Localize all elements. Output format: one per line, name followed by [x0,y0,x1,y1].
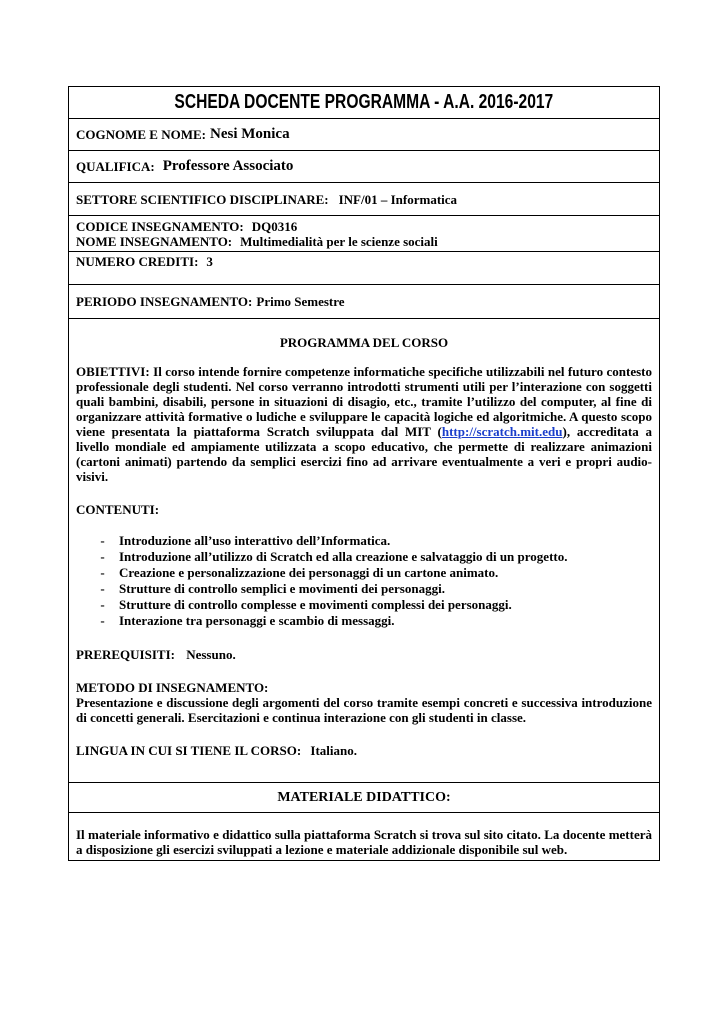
page-title: SCHEDA DOCENTE PROGRAMMA - A.A. 2016-2017 [174,91,554,113]
objectives-label: OBIETTIVI: [76,364,150,379]
prerequisites-label: PREREQUISITI: [76,647,175,662]
method-text: Presentazione e discussione degli argomenti del corso tramite esempi concreti e successiva introduzione di concetti generali. Esercitazioni e continua interazione con gli studenti in classe. [76,695,652,725]
materials-heading: MATERIALE DIDATTICO: [277,790,451,805]
language-line [76,743,652,758]
period-row [69,285,659,319]
period-value: Primo Semestre [256,294,345,309]
contents-list [76,533,652,629]
list-dash: - [100,613,105,628]
list-item [76,597,652,613]
language-value: Italiano. [310,743,358,758]
credits-row [69,252,659,285]
course-name-line [76,234,438,249]
list-item [76,533,652,549]
method-label: METODO DI INSEGNAMENTO: [76,680,269,695]
list-dash: - [100,565,105,580]
name-label: COGNOME E NOME: [76,127,206,142]
list-item-text: Strutture di controllo semplici e movimenti dei personaggi. [119,581,445,596]
course-code-line [76,219,297,234]
language-label: LINGUA IN CUI SI TIENE IL CORSO: [76,743,302,758]
course-sheet [68,86,660,861]
contents-label: CONTENUTI: [76,502,160,517]
period-label: PERIODO INSEGNAMENTO: [76,294,253,309]
qualification-row [69,151,659,183]
course-code-row [69,216,659,252]
list-item [76,581,652,597]
program-section [69,319,659,783]
sector-row [69,183,659,216]
sector-value: INF/01 – Informatica [338,191,458,207]
objectives-text-2: ), accreditata a livello mondiale ed ampiamente utilizzata a scopo educativo, che permette di realizzare animazioni (cartoni animati) partendo da semplici esercizi fino ad arrivare eventualmente a veri e propri audio-visivi. [76,424,652,484]
materials-section [69,813,659,860]
title-row [69,87,659,119]
list-item [76,613,652,629]
list-item [76,565,652,581]
list-item-text: Creazione e personalizzazione dei personaggi di un cartone animato. [119,565,499,580]
materials-text: Il materiale informativo e didattico sulla piattaforma Scratch si trova sul sito citato. La docente metterà a disposizione gli esercizi sviluppati a lezione e materiale addizionale disponibile sul web. [76,827,652,857]
sector-label: SETTORE SCIENTIFICO DISCIPLINARE: [76,191,329,207]
list-item [76,549,652,565]
objectives-text-1: Il corso intende fornire competenze informatiche specifiche utilizzabili nel futuro contesto professionale degli studenti. Nel corso verranno introdotti strumenti utili per l’interazione con soggetti quali bambini, disabili, persone in situazioni di disagio, etc., tramite l’utilizzo del computer, al fine di organizzare attività formative o ludiche e sviluppare le capacità logiche ed algoritmiche. A questo scopo viene presentata la piattaforma Scratch sviluppata dal MIT ( [76,364,652,439]
list-item-text: Introduzione all’utilizzo di Scratch ed alla creazione e salvataggio di un progetto. [119,549,568,564]
materials-heading-row [69,783,659,813]
course-name-label: NOME INSEGNAMENTO: [76,233,233,249]
qualification-label: QUALIFICA: [76,159,155,174]
list-dash: - [100,581,105,596]
qualification-value: Professore Associato [162,158,294,174]
list-dash: - [100,597,105,612]
course-code-value: DQ0316 [251,218,298,234]
credits-value: 3 [206,254,213,269]
course-name-value: Multimedialità per le scienze sociali [240,233,438,249]
list-item-text: Strutture di controllo complesse e movimenti complessi dei personaggi. [119,597,512,612]
list-item-text: Introduzione all’uso interattivo dell’Informatica. [119,533,391,548]
objectives-paragraph [76,364,652,484]
list-dash: - [100,549,105,564]
prerequisites-value: Nessuno. [186,647,236,662]
scratch-link[interactable]: http://scratch.mit.edu [441,424,563,439]
name-row [69,119,659,151]
list-item-text: Interazione tra personaggi e scambio di messaggi. [119,613,395,628]
prerequisites-line [76,647,652,662]
program-heading: PROGRAMMA DEL CORSO [279,335,449,350]
name-value: Nesi Monica [210,126,290,142]
list-dash: - [100,533,105,548]
course-code-label: CODICE INSEGNAMENTO: [76,218,244,234]
credits-label: NUMERO CREDITI: [76,254,199,269]
